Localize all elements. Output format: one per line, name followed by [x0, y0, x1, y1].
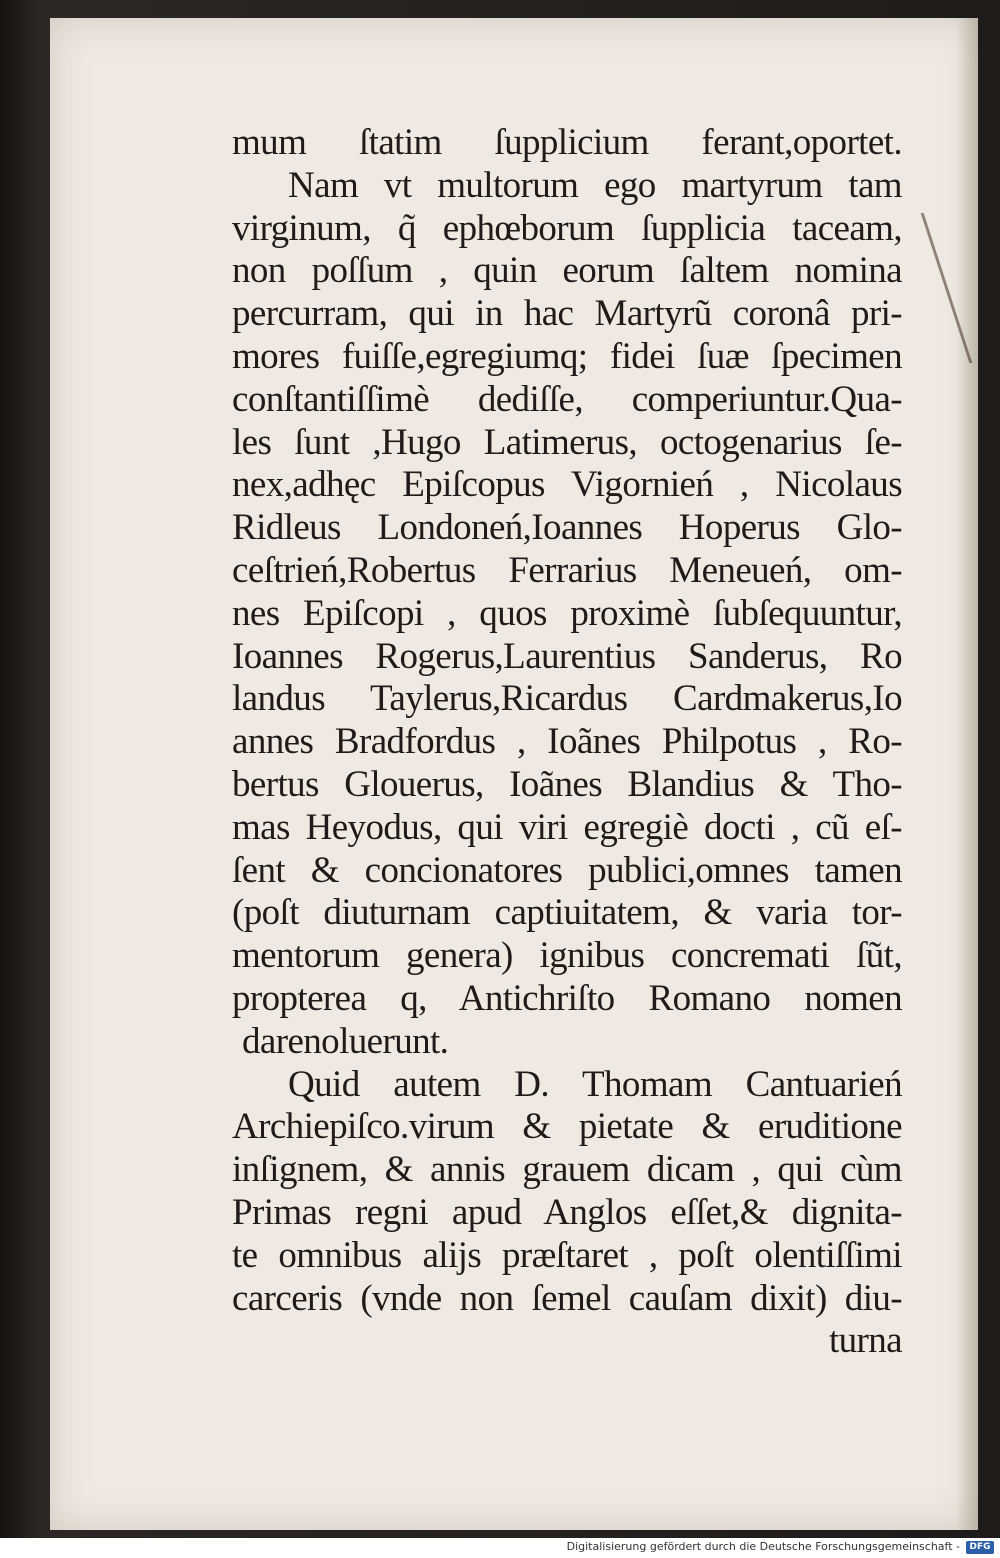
text-line: te omnibus alijs præſtaret , poſt olentiſſimi [232, 1234, 902, 1276]
text-line: mas Heyodus, qui viri egregiè docti , cũ eſ- [232, 806, 902, 848]
text-line: Ridleus Londoneń,Ioannes Hoperus Glo- [232, 507, 902, 549]
text-line: Nam vt multorum ego martyrum tam [288, 164, 902, 206]
text-line: Archiepiſco.virum & pietate & eruditione [232, 1106, 902, 1148]
text-line: carceris (vnde non ſemel cauſam dixit) diu- [232, 1277, 902, 1319]
catchword: turna [828, 1320, 902, 1362]
text-line: darenoluerunt. [242, 1020, 449, 1062]
text-line: mores fuiſſe,egregiumq; fidei ſuæ ſpecimen [232, 335, 902, 377]
text-line: virginum, q̃ ephœborum ſupplicia taceam, [232, 207, 902, 249]
body-text [232, 122, 902, 1363]
text-line: nex,adhęc Epiſcopus Vigornień , Nicolaus [232, 464, 902, 506]
text-line: ceſtrień,Robertus Ferrarius Meneueń, om- [232, 549, 902, 591]
text-line: landus Taylerus,Ricardus Cardmakerus,Io [232, 678, 902, 720]
text-line: bertus Glouerus, Ioãnes Blandius & Tho- [232, 763, 902, 805]
text-line: Primas regni apud Anglos eſſet,& dignita- [232, 1191, 902, 1233]
text-line: non poſſum , quin eorum ſaltem nomina [232, 250, 902, 292]
footer-bar [0, 1538, 1000, 1558]
text-line: Ioannes Rogerus,Laurentius Sanderus, Ro [232, 635, 902, 677]
text-line: annes Bradfordus , Ioãnes Philpotus , Ro- [232, 721, 902, 763]
text-line: propterea q, Antichriſto Romano nomen [232, 977, 902, 1019]
dfg-logo-icon: DFG [966, 1541, 994, 1554]
text-line: Quid autem D. Thomam Cantuarień [288, 1063, 902, 1105]
text-line: conſtantiſſimè dediſſe, comperiuntur.Qua- [232, 378, 902, 420]
text-line: ſent & concionatores publici,omnes tamen [232, 849, 902, 891]
text-line: nes Epiſcopi , quos proximè ſubſequuntur, [232, 592, 902, 634]
footer-credit: Digitalisierung gefördert durch die Deutsche Forschungsgemeinschaft - [566, 1540, 960, 1553]
text-line: inſignem, & annis grauem dicam , qui cùm [232, 1149, 902, 1191]
text-line: mentorum genera) ignibus concremati ſũt, [232, 935, 902, 977]
text-line: les ſunt ,Hugo Latimerus, octogenarius ſe- [232, 421, 902, 463]
text-line: percurram, qui in hac Martyrũ coronâ pri- [232, 293, 902, 335]
text-line: (poſt diuturnam captiuitatem, & varia tor- [232, 892, 902, 934]
text-line: mum ſtatim ſupplicium ferant,oportet. [232, 122, 902, 163]
